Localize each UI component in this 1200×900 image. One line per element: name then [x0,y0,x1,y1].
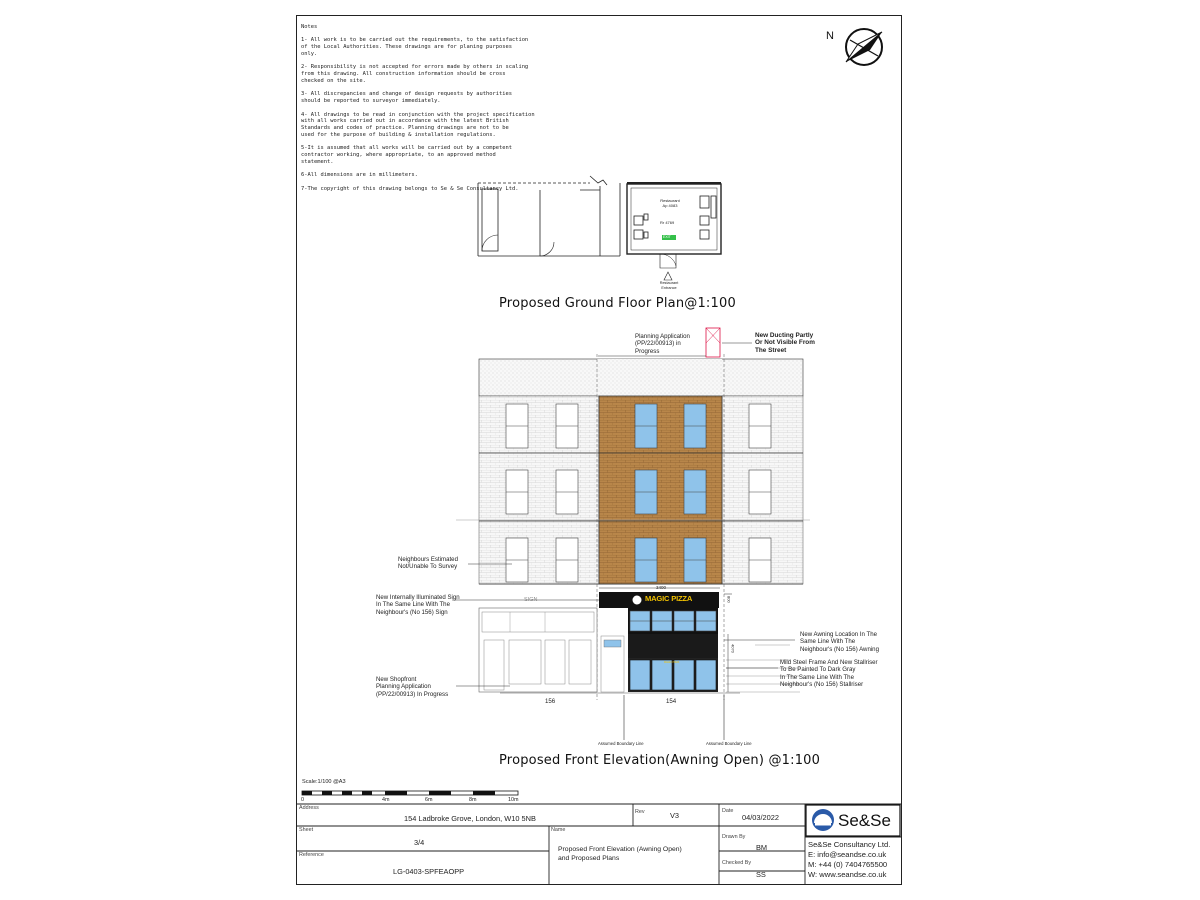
rev-value: V3 [670,811,680,820]
scale-tick-8m: 8m [469,797,477,803]
address-value: 154 Ladbroke Grove, London, W10 5NB [404,814,536,823]
scale-bar [302,791,518,795]
sheet-caption: Sheet [299,827,314,833]
date-caption: Date [722,808,734,814]
label-number-154: 154 [666,698,677,705]
label-boundary-right: Assumed Boundary Line [706,741,752,746]
dimension-side: 800 [726,596,732,603]
scale-tick-4m: 4m [382,797,390,803]
company-mobile: M: +44 (0) 7404765500 [808,860,888,869]
address-caption: Address [299,805,319,811]
note-item-3: 3- All discrepancies and change of design requests by authorities should be reported to surveyor immediately. [301,91,512,104]
elevation-title: Proposed Front Elevation(Awning Open) @1:100 [499,753,821,768]
date-value: 04/03/2022 [742,813,779,822]
company-logo-text: Se&Se [838,811,891,830]
ground-floor-plan [478,176,721,280]
dimension-width: 3400 [656,585,667,590]
company-name: Se&Se Consultancy Ltd. [808,840,891,849]
plan-title: Proposed Ground Floor Plan@1:100 [499,296,736,311]
label-boundary-left: Assumed Boundary Line [598,741,644,746]
notes-heading: Notes [301,23,318,30]
north-label: N [826,30,834,42]
label-ducting: New Ducting Partly Or Not Visible From The Street [755,332,815,354]
name-caption: Name [551,827,566,833]
sheet-value: 3/4 [414,838,425,847]
shopfront-lower-pane [630,660,650,690]
company-web: W: www.seandse.co.uk [808,870,887,879]
label-planning-top: Planning Application (PP/22/00913) in Progress [635,333,690,355]
neighbour-sign-text: SIGN [524,597,538,603]
shopfront-lower-pane [696,660,716,690]
label-neighbours: Neighbours Estimated Not/Unable To Survey [398,556,458,571]
label-awning: New Awning Location In The Same Line With The Neighbour's (No 156) Awning [800,631,879,653]
company-logo-icon [812,809,834,831]
shop-sign-text: MAGIC PIZZA [645,594,693,603]
scale-label: Scale:1/100 @A3 [302,779,346,785]
label-number-156: 156 [545,698,556,705]
scale-tick-6m: 6m [425,797,433,803]
scale-tick-0: 0 [301,797,304,803]
label-sign: New Internally Illuminated Sign In The Same Line With The Neighbour's (No 156) Sign [376,594,460,616]
door-sign-text: MAGIC PIZZA [664,661,680,664]
rev-caption: Rev [635,809,645,815]
plan-room-code: Ap 4083 [662,203,678,208]
scale-tick-10m: 10m [508,797,519,803]
note-item-1: 1- All work is to be carried out the requirements, to the satisfaction of the Local Authorities. These drawings are for planing purposes only. [301,37,529,57]
north-arrow-icon [846,29,882,65]
drawn-caption: Drawn By [722,834,746,840]
note-item-5: 5-It is assumed that all works will be carried out by a competent contractor working, where appropriate, to an approved method statement. [301,145,512,165]
plan-exit-sign: EXIT [663,235,671,239]
plan-entrance-label: Restaurant Entrance [659,281,679,290]
dimension-awning: 4070 [730,644,736,653]
note-item-6: 6-All dimensions are in millimeters. [301,172,418,179]
name-value: Proposed Front Elevation (Awning Open) and Proposed Plans [558,846,682,862]
note-item-7: 7-The copyright of this drawing belongs to Se & Se Consultancy Ltd. [301,185,519,192]
note-item-2: 2- Responsibility is not accepted for errors made by others in scaling from this drawing. All construction information should be cross checked on the site. [301,64,529,84]
company-email: E: info@seandse.co.uk [808,850,887,859]
reference-value: LG-0403-SPFEAOPP [393,867,465,876]
label-shopfront: New Shopfront Planning Application (PP/22/00913) In Progress [376,676,449,698]
plan-room-ref: Rr 4769 [660,220,675,225]
drawn-value: BM [756,843,768,852]
label-stallriser: Mild Steel Frame And New Stallriser To Be Painted To Dark Gray In The Same Line With The Neighbour's (No 156) Stallriser [780,659,878,689]
checked-value: SS [756,870,766,879]
checked-caption: Checked By [722,860,752,866]
plan-room-label: Restaurant [660,198,680,203]
note-item-4: 4- All drawings to be read in conjunction with the project specification with all works carried out in accordance with the latest British Standards and codes of practice. Planning drawings are not to be used for the purpose of building & installation regulations. [301,111,535,138]
reference-caption: Reference [299,852,324,858]
